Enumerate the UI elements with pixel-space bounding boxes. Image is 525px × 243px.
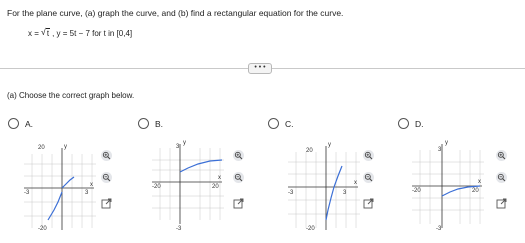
zoom-in-icon: [497, 151, 506, 160]
graph-a-zoom-in-button[interactable]: [101, 150, 112, 161]
more-button[interactable]: • • •: [248, 63, 272, 74]
graph-c[interactable]: [288, 140, 360, 232]
graph-a-x-label: x: [90, 182, 93, 188]
choice-b-radio[interactable]: [138, 118, 149, 129]
zoom-in-icon: [364, 151, 373, 160]
zoom-in-icon: [234, 151, 243, 160]
graph-b-expand-button[interactable]: [233, 196, 244, 207]
graph-d-tick-right: 20: [472, 188, 479, 194]
graph-c-tick-top: 20: [306, 148, 313, 154]
graph-d-zoom-out-button[interactable]: [496, 172, 507, 183]
graph-b-tick-top: 3: [176, 144, 180, 150]
expand-icon: [496, 198, 507, 209]
graph-a-tick-left: -3: [24, 190, 30, 196]
graph-b-tick-bottom: -3: [176, 226, 182, 232]
graph-d-tick-top: 3: [438, 147, 442, 153]
graph-c-zoom-in-button[interactable]: [363, 150, 374, 161]
expand-icon: [101, 198, 112, 209]
graph-a[interactable]: [24, 140, 96, 232]
graph-a-tick-right: 3: [85, 190, 89, 196]
choice-d-label: D.: [415, 118, 424, 129]
graph-a-plot: [24, 140, 96, 232]
graph-c-zoom-out-button[interactable]: [363, 172, 374, 183]
graph-b-x-label: x: [218, 175, 221, 181]
graph-b-zoom-in-button[interactable]: [233, 150, 244, 161]
graph-d-y-label: y: [445, 140, 448, 146]
graph-a-tick-bottom: -20: [38, 226, 47, 232]
radical-sign: √: [40, 27, 46, 37]
choice-a-label: A.: [25, 118, 34, 129]
graph-b-tick-right: 20: [212, 184, 219, 190]
choice-d-radio[interactable]: [398, 118, 409, 129]
graph-d-zoom-in-button[interactable]: [496, 150, 507, 161]
parametric-equation: [28, 28, 132, 38]
part-a-label: (a) Choose the correct graph below.: [7, 91, 135, 100]
choice-b[interactable]: [138, 118, 163, 129]
graph-c-tick-bottom: -20: [306, 226, 315, 232]
graph-b-zoom-out-button[interactable]: [233, 172, 244, 183]
zoom-out-icon: [497, 173, 506, 182]
equation-x-prefix: x =: [28, 28, 39, 38]
graph-c-tick-left: -3: [288, 190, 294, 196]
graph-a-zoom-out-button[interactable]: [101, 172, 112, 183]
expand-icon: [233, 198, 244, 209]
choice-c-radio[interactable]: [268, 118, 279, 129]
choice-c-label: C.: [285, 118, 294, 129]
graph-b-y-label: y: [183, 140, 186, 146]
choice-a-radio[interactable]: [8, 118, 19, 129]
graph-c-y-label: y: [328, 142, 331, 148]
choice-c[interactable]: [268, 118, 294, 129]
sqrt-expression: [41, 28, 50, 38]
graph-a-y-label: y: [64, 144, 67, 150]
equation-rest: , y = 5t − 7 for t in [0,4]: [52, 28, 133, 38]
choice-b-label: B.: [155, 118, 164, 129]
choice-a[interactable]: [8, 118, 33, 129]
expand-icon: [363, 198, 374, 209]
graph-c-plot: [288, 140, 360, 232]
graph-c-expand-button[interactable]: [363, 196, 374, 207]
graph-d-plot: [412, 140, 484, 232]
graph-c-x-label: x: [354, 180, 357, 186]
graph-d-tick-bottom: -3: [436, 226, 442, 232]
zoom-in-icon: [102, 151, 111, 160]
choice-d[interactable]: [398, 118, 424, 129]
graph-b-tick-left: -20: [152, 184, 161, 190]
graph-a-tick-top: 20: [38, 145, 45, 151]
graph-a-expand-button[interactable]: [101, 196, 112, 207]
graph-d-expand-button[interactable]: [496, 196, 507, 207]
graph-d-x-label: x: [478, 179, 481, 185]
zoom-out-icon: [102, 173, 111, 182]
radicand: t: [46, 29, 50, 38]
graph-d[interactable]: [412, 140, 484, 232]
graph-b[interactable]: [152, 140, 224, 232]
graph-c-tick-right: 3: [343, 190, 347, 196]
zoom-out-icon: [364, 173, 373, 182]
graph-d-tick-left: -20: [412, 188, 421, 194]
question-prompt: For the plane curve, (a) graph the curve, and (b) find a rectangular equation for the curve.: [7, 8, 344, 18]
zoom-out-icon: [234, 173, 243, 182]
